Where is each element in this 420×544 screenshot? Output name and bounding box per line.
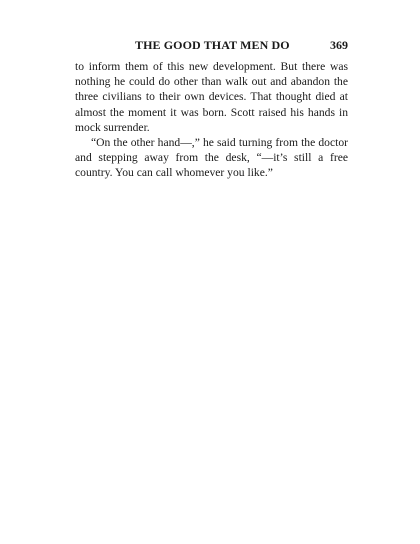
body-text bbox=[75, 59, 348, 181]
running-title: THE GOOD THAT MEN DO bbox=[135, 38, 290, 52]
page-number: 369 bbox=[330, 38, 348, 52]
paragraph-continued: to inform them of this new development. But there was nothing he could do other than walk out and abandon the three civilians to their own devices. That thought died at almost the moment it was born. Scott raised his hands in mock surrender. bbox=[75, 60, 348, 134]
paragraph-dialogue: “On the other hand—,” he said turning from the doctor and stepping away from the desk, “—it’s still a free country. You can call whomever you like.” bbox=[75, 136, 348, 180]
running-header bbox=[75, 38, 348, 54]
